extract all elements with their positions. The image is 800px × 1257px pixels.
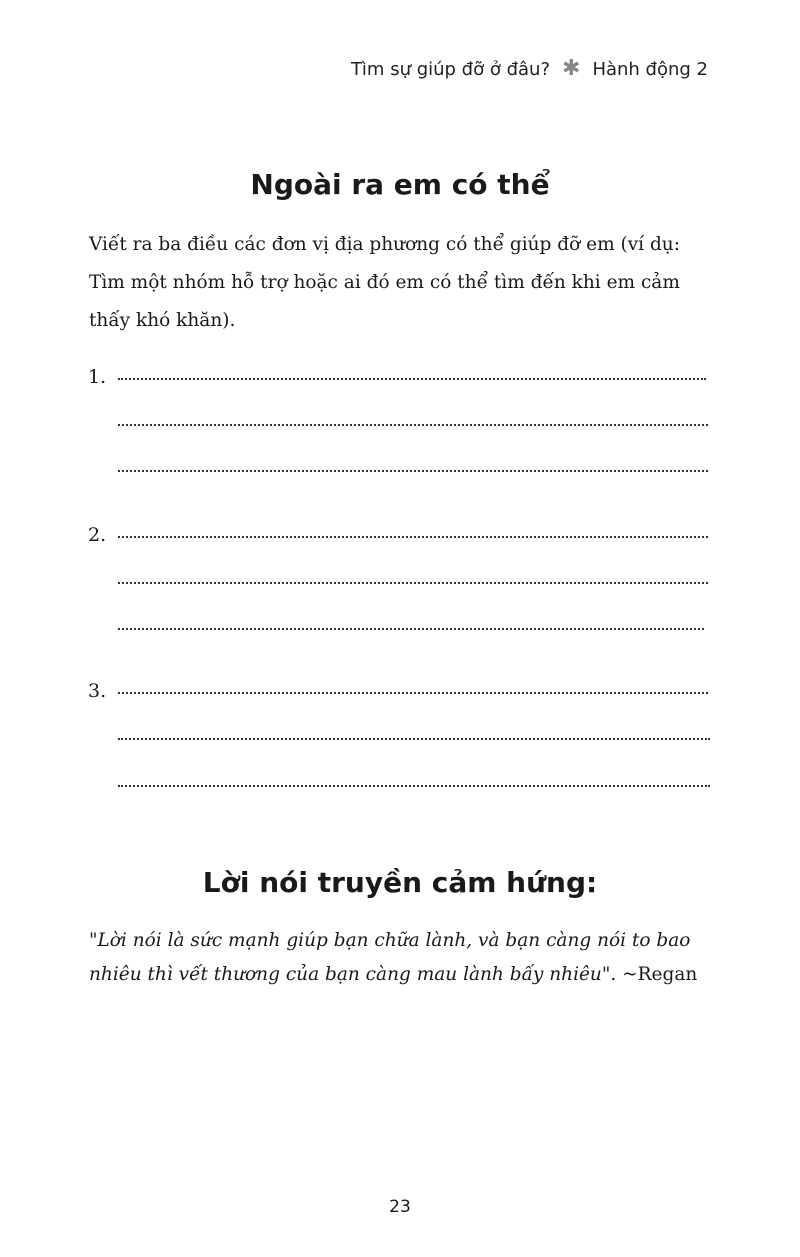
answer-line[interactable] <box>118 536 708 538</box>
answer-line[interactable] <box>118 470 708 472</box>
header-section: Hành động 2 <box>592 58 708 80</box>
item-number: 2. <box>88 524 107 546</box>
instructions-text: Viết ra ba điều các đơn vị địa phương có thể giúp đỡ em (ví dụ: Tìm một nhóm hỗ trợ hoặc ai đó em có thể tìm đến khi em cảm thấy khó khăn). <box>89 234 680 331</box>
page-number: 23 <box>389 1197 411 1217</box>
header-chapter: Tìm sự giúp đỡ ở đâu? <box>350 58 550 80</box>
item-number: 1. <box>88 366 107 388</box>
answer-line[interactable] <box>118 785 710 787</box>
quote-attribution: ~Regan <box>616 964 698 985</box>
answer-line[interactable] <box>118 424 708 426</box>
answer-line[interactable] <box>118 692 708 694</box>
inspiration-title: Lời nói truyền cảm hứng: <box>202 866 598 899</box>
answer-line[interactable] <box>118 378 706 380</box>
item-number: 3. <box>88 680 107 702</box>
asterisk-icon: ✱ <box>562 56 581 81</box>
inspirational-quote <box>89 924 719 992</box>
section-title: Ngoài ra em có thể <box>250 168 550 201</box>
answer-line[interactable] <box>118 628 704 630</box>
quote-text: "Lời nói là sức mạnh giúp bạn chữa lành, và bạn càng nói to bao nhiêu thì vết thương của bạn càng mau lành bấy nhiêu". <box>89 930 691 985</box>
running-header <box>351 58 708 80</box>
answer-line[interactable] <box>118 738 710 740</box>
answer-line[interactable] <box>118 582 708 584</box>
